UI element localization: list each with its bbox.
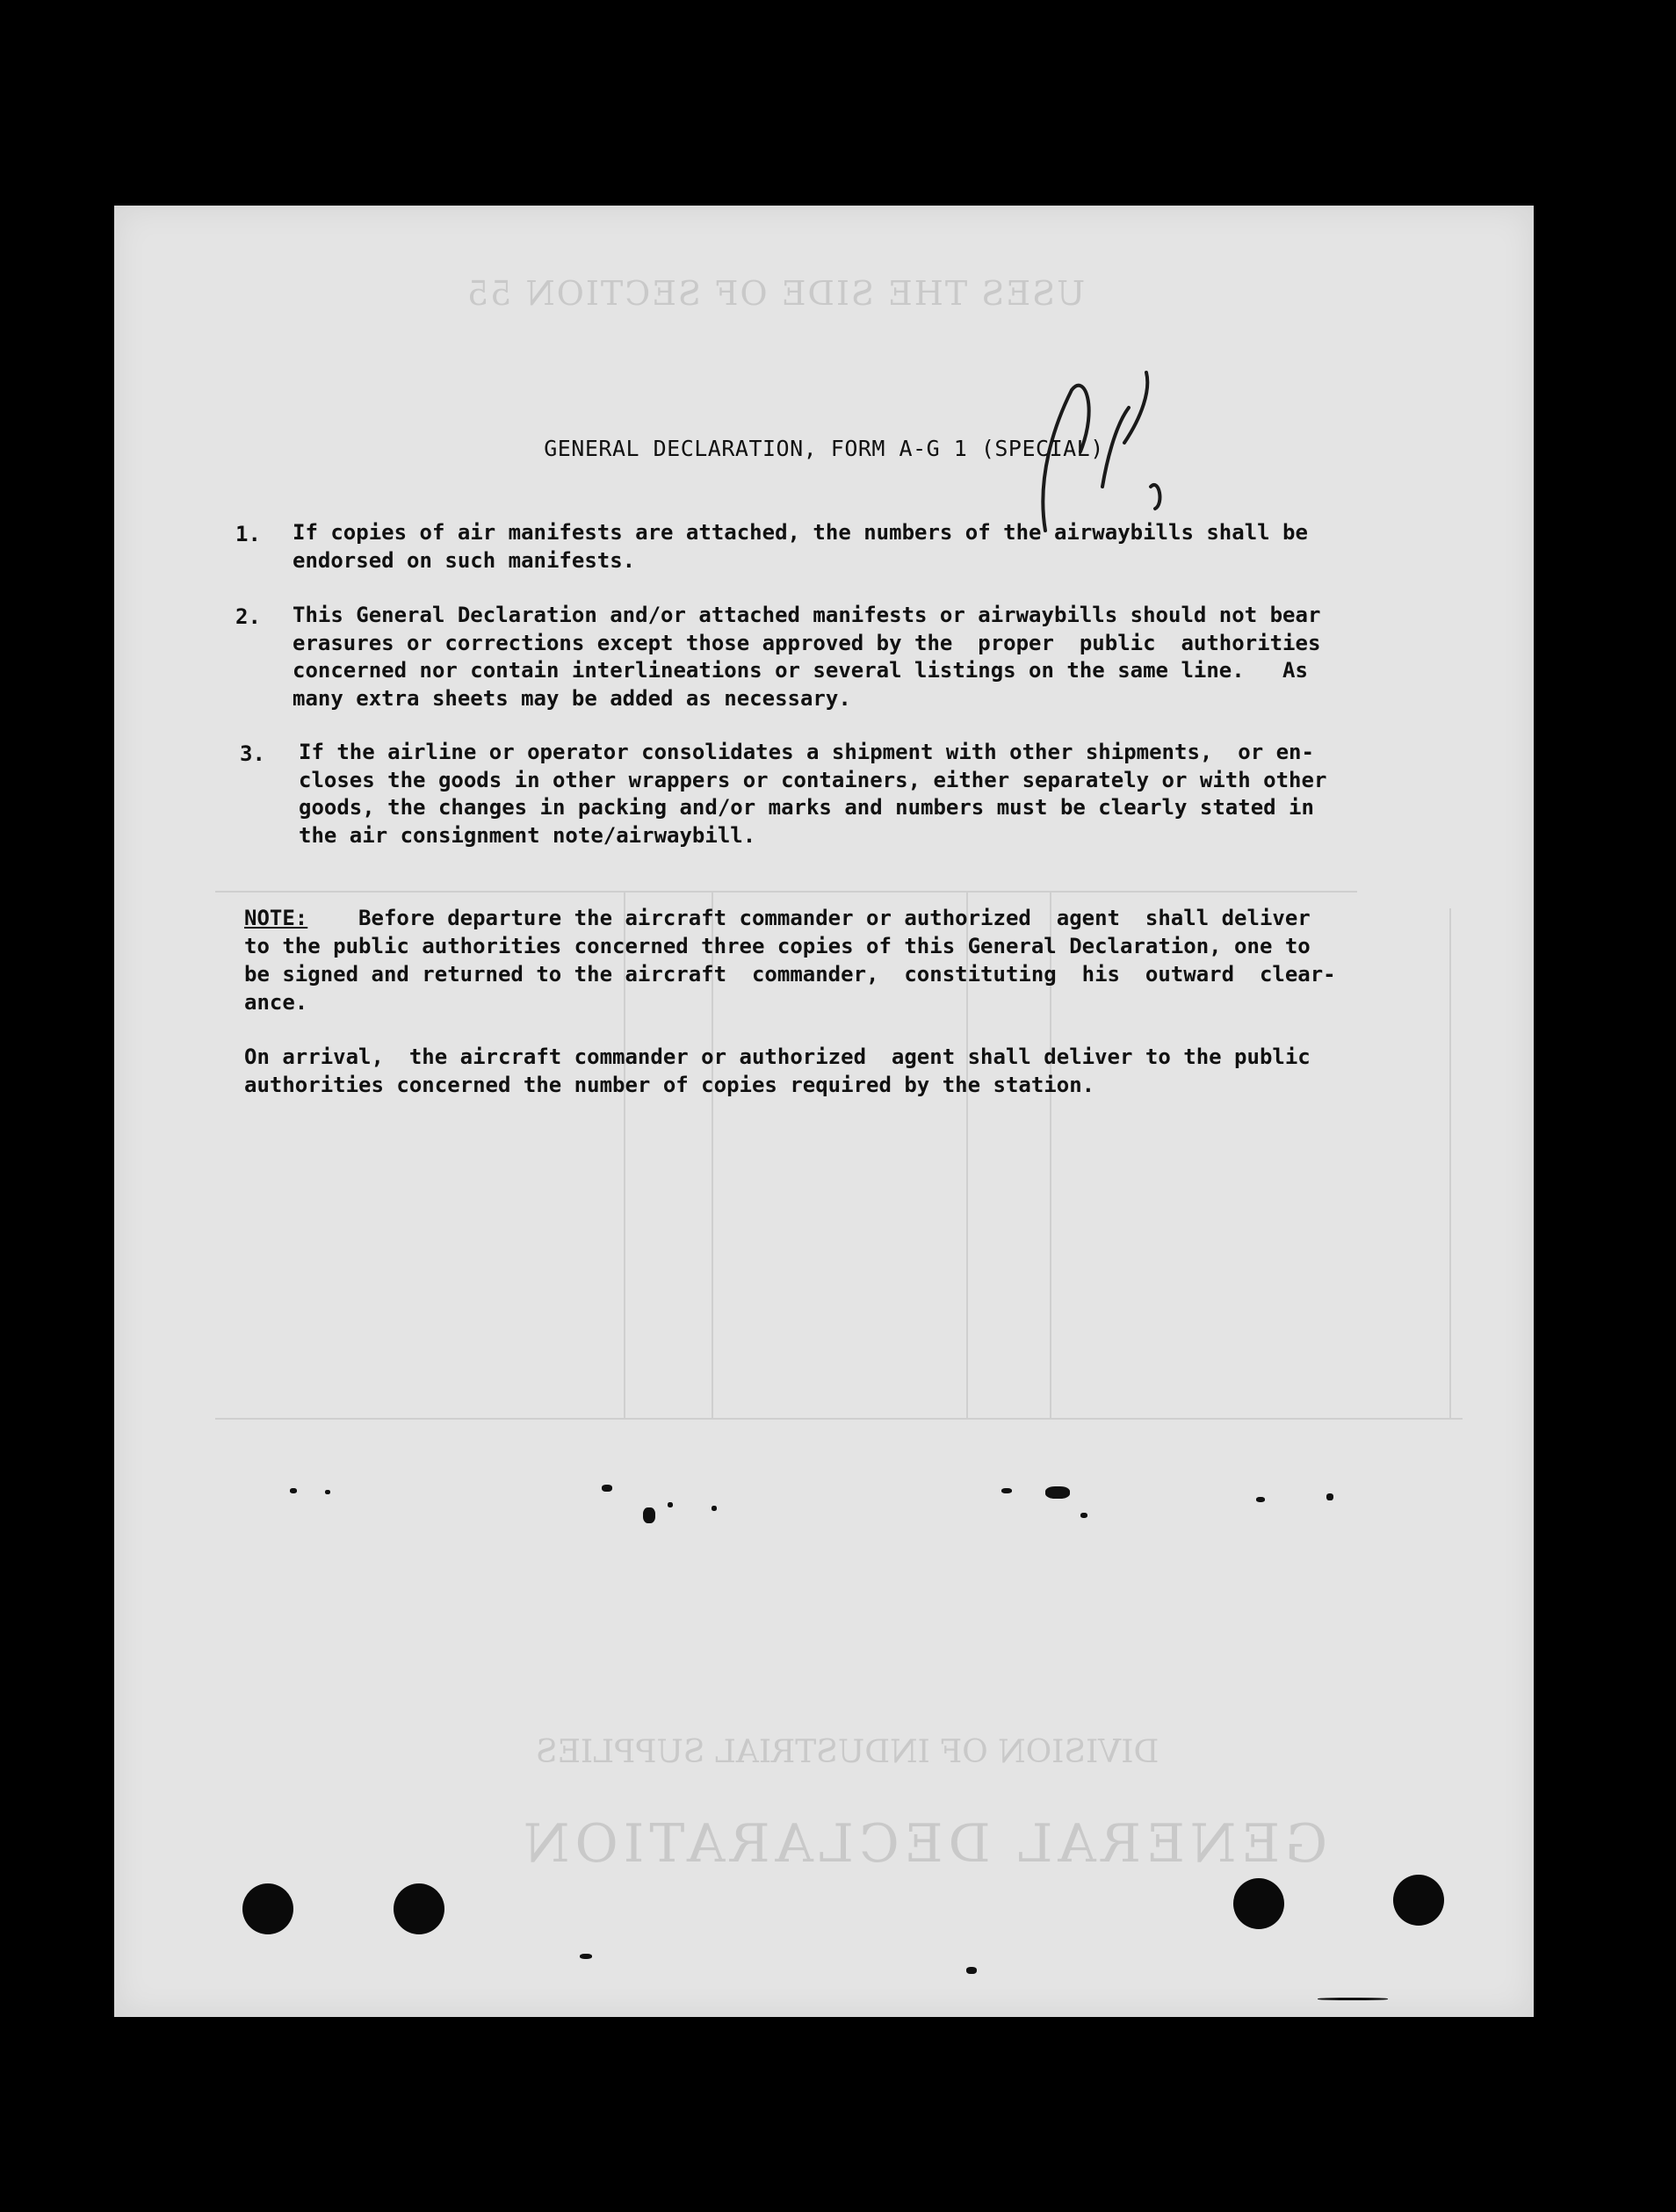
item-line: If the airline or operator consolidates a shipment with other shipments, or en- xyxy=(299,740,1314,764)
arrival-line: On arrival, the aircraft commander or authorized agent shall deliver to the public xyxy=(244,1045,1311,1069)
ink-speck xyxy=(1256,1497,1265,1502)
bleed-through-text: DIVISION OF INDUSTRIAL SUPPLIES xyxy=(536,1734,1159,1770)
ink-speck xyxy=(1045,1486,1070,1499)
note-label: NOTE: xyxy=(244,906,308,930)
ink-speck xyxy=(1001,1488,1012,1493)
item-number: 3. xyxy=(240,741,265,766)
note-line: be signed and returned to the aircraft commander, constituting his outward clear- xyxy=(244,962,1336,987)
item-line: the air consignment note/airwaybill. xyxy=(299,822,756,848)
ink-speck xyxy=(643,1507,655,1523)
item-line: closes the goods in other wrappers or containers, either separately or with other xyxy=(299,767,1327,792)
item-number: 2. xyxy=(235,604,261,629)
bleed-through-text: USES THE SIDE OF SECTION 55 xyxy=(466,274,1086,313)
item-line: If copies of air manifests are attached, the numbers of the airwaybills shall be xyxy=(293,520,1308,545)
ink-speck xyxy=(712,1506,717,1511)
bleed-through-rule xyxy=(215,891,1357,893)
bleed-through-rule xyxy=(1449,908,1451,1418)
note-block xyxy=(244,904,1336,1016)
arrival-line: authorities concerned the number of copies required by the station. xyxy=(244,1073,1095,1097)
item-number: 1. xyxy=(235,522,261,546)
item-line: erasures or corrections except those approved by the proper public authorities xyxy=(293,630,1321,655)
item-line: This General Declaration and/or attached manifests or airwaybills should not bear xyxy=(293,603,1321,627)
instruction-item-1 xyxy=(293,519,1308,575)
note-line: to the public authorities concerned three copies of this General Declaration, one to xyxy=(244,934,1311,958)
form-title: GENERAL DECLARATION, FORM A-G 1 (SPECIAL) xyxy=(544,436,1104,461)
item-line: endorsed on such manifests. xyxy=(293,547,636,573)
ink-speck xyxy=(1080,1513,1087,1518)
ink-speck xyxy=(668,1502,673,1507)
item-line: many extra sheets may be added as necessary. xyxy=(293,685,851,711)
document-page xyxy=(114,206,1534,2017)
ink-speck xyxy=(580,1954,592,1959)
ink-speck xyxy=(966,1967,977,1974)
item-line: concerned nor contain interlineations or several listings on the same line. As xyxy=(293,658,1308,683)
punch-hole xyxy=(242,1883,293,1934)
ink-speck xyxy=(1326,1493,1333,1500)
note-first-line: Before departure the aircraft commander or authorized agent shall deliver xyxy=(307,906,1311,930)
note-line: ance. xyxy=(244,990,308,1015)
item-line: goods, the changes in packing and/or marks and numbers must be clearly stated in xyxy=(299,795,1314,820)
bleed-through-text: GENERAL DECLARATION xyxy=(518,1813,1328,1875)
ink-speck xyxy=(290,1488,297,1493)
arrival-block xyxy=(244,1043,1311,1099)
punch-hole xyxy=(394,1883,444,1934)
ink-speck xyxy=(325,1490,330,1494)
bleed-through-rule xyxy=(215,1418,1463,1420)
instruction-item-2 xyxy=(293,602,1320,712)
ink-speck xyxy=(602,1485,612,1492)
instruction-item-3 xyxy=(299,739,1326,849)
punch-hole xyxy=(1393,1875,1444,1926)
punch-hole xyxy=(1233,1878,1284,1929)
ink-speck xyxy=(1318,1998,1388,2000)
